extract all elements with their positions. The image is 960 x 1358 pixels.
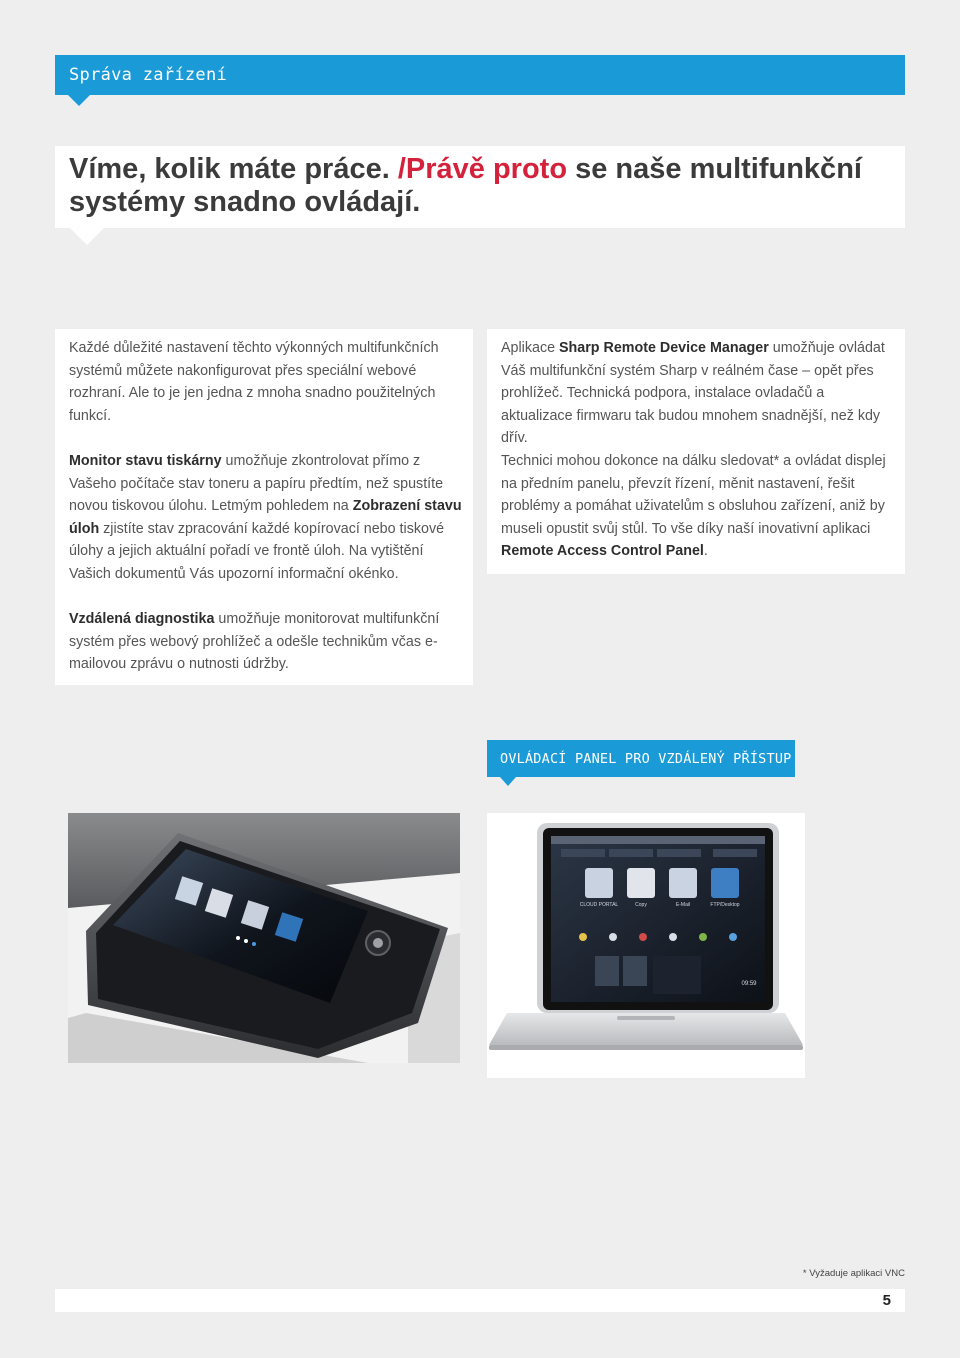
laptop-icon-label-2: E-Mail — [675, 902, 691, 908]
monitor-bold: Monitor stavu tiskárny — [69, 453, 222, 469]
laptop-icon-label-3: FTP/Desktop — [710, 902, 740, 908]
page-footer — [55, 1289, 905, 1312]
panel-label — [487, 740, 795, 777]
panel-label-pointer — [500, 777, 516, 786]
section-header — [55, 55, 905, 95]
laptop-illustration — [487, 813, 805, 1078]
laptop-icon-label-0: CLOUD PORTAL — [579, 902, 619, 908]
section-pointer — [68, 95, 90, 106]
rdm-text: umožňuje ovládat Váš multifunkční systém Sharp v reálném čase – opět přes prohlížeč. Technická podpora, instalace ovladačů a aktualizace firmwaru tak budou mnohem snadnější, než kdy dřív. — [501, 340, 885, 447]
rdm-pre: Aplikace — [501, 340, 560, 356]
mfp-panel-photo — [68, 813, 460, 1063]
diag-text: umožňuje monitorovat multifunkční systém přes webový prohlížeč a odešle technikům včas e-mailovou zprávu o nutnosti údržby. — [69, 611, 440, 673]
diag-paragraph — [69, 608, 459, 676]
intro-paragraph: Každé důležité nastavení těchto výkonných multifunkčních systémů můžete nakonfigurovat přes speciální webové rozhraní. Ale to je jen jedna z mnoha snadno použitelných funkcí. — [69, 340, 439, 424]
section-title: Správa zařízení — [69, 65, 228, 85]
headline-box — [55, 146, 905, 228]
monitor-text1: umožňuje zkontrolovat přímo z Vašeho počítače stav toneru a papíru předtím, než spustíte novou tiskovou úlohu. Letmým pohledem na — [69, 453, 444, 515]
laptop-icon-label-1: Copy — [635, 902, 647, 908]
racp-end: . — [703, 543, 708, 560]
panel-label-text: OVLÁDACÍ PANEL PRO VZDÁLENÝ PŘÍSTUP — [500, 751, 792, 767]
monitor-bold2: Zobrazení stavu úloh — [69, 498, 462, 537]
mfp-panel-illustration — [68, 813, 460, 1063]
laptop-clock: 09:59 — [741, 981, 757, 987]
page-headline — [69, 153, 905, 219]
headline-highlight: /Právě proto — [397, 153, 568, 185]
footnote: * Vyžaduje aplikaci VNC — [802, 1268, 905, 1279]
monitor-text2: zjistíte stav zpracování každé kopírovací nebo tiskové úlohy a jejich aktuální pořadí ve frontě úloh. Na vytištění Vašich dokumentů Vás upozorní informační okénko. — [69, 520, 445, 582]
headline-pointer — [70, 228, 104, 245]
rdm-paragraph — [501, 337, 893, 450]
diag-bold: Vzdálená diagnostika — [69, 611, 215, 627]
headline-part1: Víme, kolik máte práce. — [69, 153, 398, 185]
racp-bold: Remote Access Control Panel — [501, 543, 704, 560]
racp-paragraph — [501, 450, 893, 563]
left-card — [55, 329, 473, 599]
monitor-paragraph — [69, 450, 464, 586]
right-card — [487, 329, 905, 574]
page-number: 5 — [882, 1292, 891, 1309]
racp-text: Technici mohou dokonce na dálku sledovat* a ovládat displej na předním panelu, převzít řízení, měnit nastavení, řešit problémy a pomáhat uživatelům s obsluhou zařízení, aniž by museli opustit svůj stůl. To vše díky naší inovativní aplikaci — [501, 453, 886, 537]
rdm-bold: Sharp Remote Device Manager — [559, 340, 769, 356]
headline-part2: se naše multifunkční systémy snadno ovládají. — [69, 153, 862, 218]
laptop-photo — [487, 813, 805, 1078]
diag-card — [55, 599, 473, 685]
